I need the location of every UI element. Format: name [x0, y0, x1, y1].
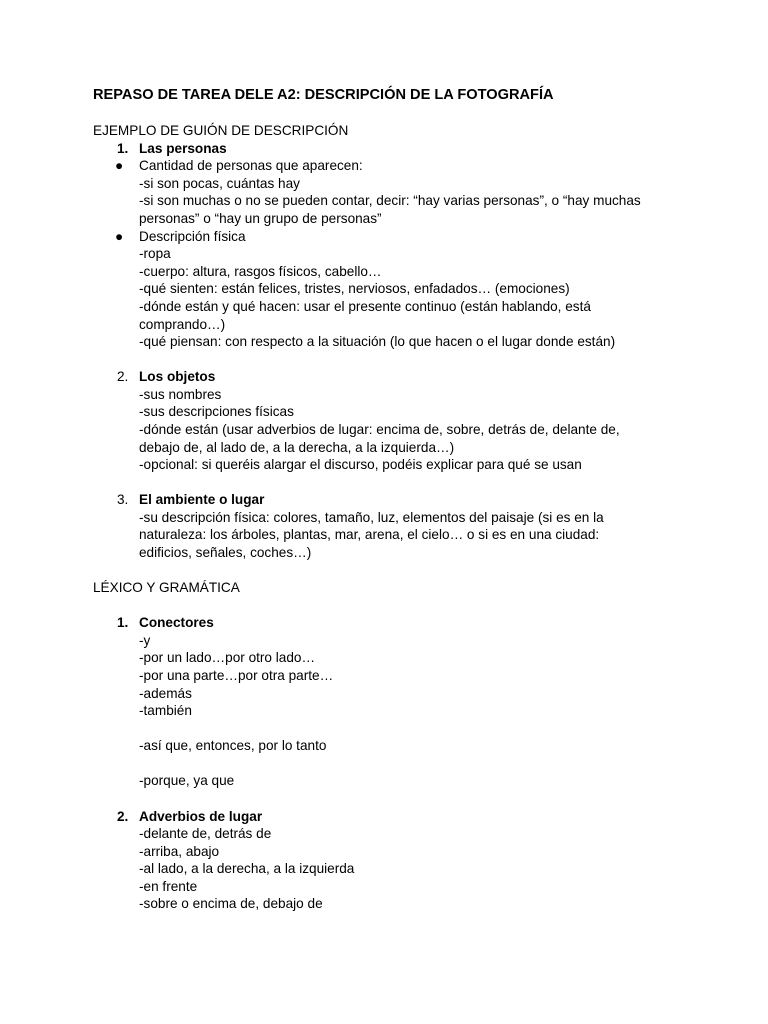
text-line: -dónde están (usar adverbios de lugar: encima de, sobre, detrás de, delante de, — [139, 422, 620, 437]
text-line: -dónde están y qué hacen: usar el presente continuo (están hablando, está — [139, 298, 591, 314]
text-line: -qué sienten: están felices, tristes, nerviosos, enfadados… (emociones) — [139, 281, 570, 297]
list-number: 1. — [117, 140, 129, 156]
item-heading: Las personas — [139, 140, 227, 156]
text-line: -además — [139, 685, 192, 701]
item-heading: El ambiente o lugar — [139, 492, 265, 508]
text-line: -opcional: si queréis alargar el discurso, podéis explicar para qué se usan — [139, 457, 582, 473]
text-line: debajo de, al lado de, a la derecha, a la izquierda…) — [139, 439, 455, 455]
bullet-item-descripcion — [115, 228, 683, 351]
item-heading: Conectores — [139, 615, 214, 631]
list-number: 1. — [117, 615, 129, 631]
text-line: -por una parte…por otra parte… — [139, 668, 334, 684]
bullet-icon: ● — [115, 158, 124, 174]
text-line: -y — [139, 632, 151, 648]
numbered-item-personas — [117, 140, 683, 158]
text-line: -arriba, abajo — [139, 843, 220, 859]
text-line: -por un lado…por otro lado… — [139, 650, 316, 666]
list-number: 2. — [117, 369, 129, 385]
numbered-item-conectores — [117, 614, 683, 790]
bullet-icon: ● — [115, 228, 124, 244]
text-line: -delante de, detrás de — [139, 826, 272, 842]
text-line: -así que, entonces, por lo tanto — [139, 738, 327, 754]
text-line: -también — [139, 703, 192, 719]
item-heading: Adverbios de lugar — [139, 808, 263, 824]
numbered-item-adverbios — [117, 808, 683, 914]
text-line: -sus descripciones físicas — [139, 404, 294, 420]
bullet-text: Cantidad de personas que aparecen: — [139, 158, 363, 174]
text-line: -cuerpo: altura, rasgos físicos, cabello… — [139, 263, 382, 279]
text-line: -sus nombres — [139, 386, 222, 402]
text-line: -porque, ya que — [139, 773, 235, 789]
text-line: comprando…) — [139, 316, 226, 332]
text-line: -en frente — [139, 878, 198, 894]
numbered-item-objetos — [117, 368, 683, 474]
list-number: 3. — [117, 492, 129, 508]
bullet-item-cantidad — [115, 157, 683, 227]
section-heading-guion: EJEMPLO DE GUIÓN DE DESCRIPCIÓN — [93, 123, 349, 138]
document-page — [93, 86, 683, 913]
text-line: -qué piensan: con respecto a la situación (lo que hacen o el lugar donde están) — [139, 334, 616, 350]
text-line: edificios, señales, coches…) — [139, 545, 312, 561]
item-heading: Los objetos — [139, 369, 216, 385]
section-heading-lexico: LÉXICO Y GRAMÁTICA — [93, 580, 240, 596]
text-line: personas” o “hay un grupo de personas” — [139, 210, 382, 226]
text-line: -sobre o encima de, debajo de — [139, 896, 323, 912]
text-line: -ropa — [139, 246, 171, 262]
bullet-text: Descripción física — [139, 228, 246, 244]
text-line: naturaleza: los árboles, plantas, mar, arena, el cielo… o si es en una ciudad: — [139, 527, 600, 543]
text-line: -su descripción física: colores, tamaño, luz, elementos del paisaje (si es en la — [139, 509, 604, 525]
text-line: -si son pocas, cuántas hay — [139, 175, 300, 191]
text-line: -si son muchas o no se pueden contar, decir: “hay varias personas”, o “hay muchas — [139, 193, 641, 209]
numbered-item-ambiente — [117, 491, 683, 561]
document-title: REPASO DE TAREA DELE A2: DESCRIPCIÓN DE LA FOTOGRAFÍA — [93, 87, 554, 103]
text-line: -al lado, a la derecha, a la izquierda — [139, 861, 355, 877]
list-number: 2. — [117, 808, 129, 824]
